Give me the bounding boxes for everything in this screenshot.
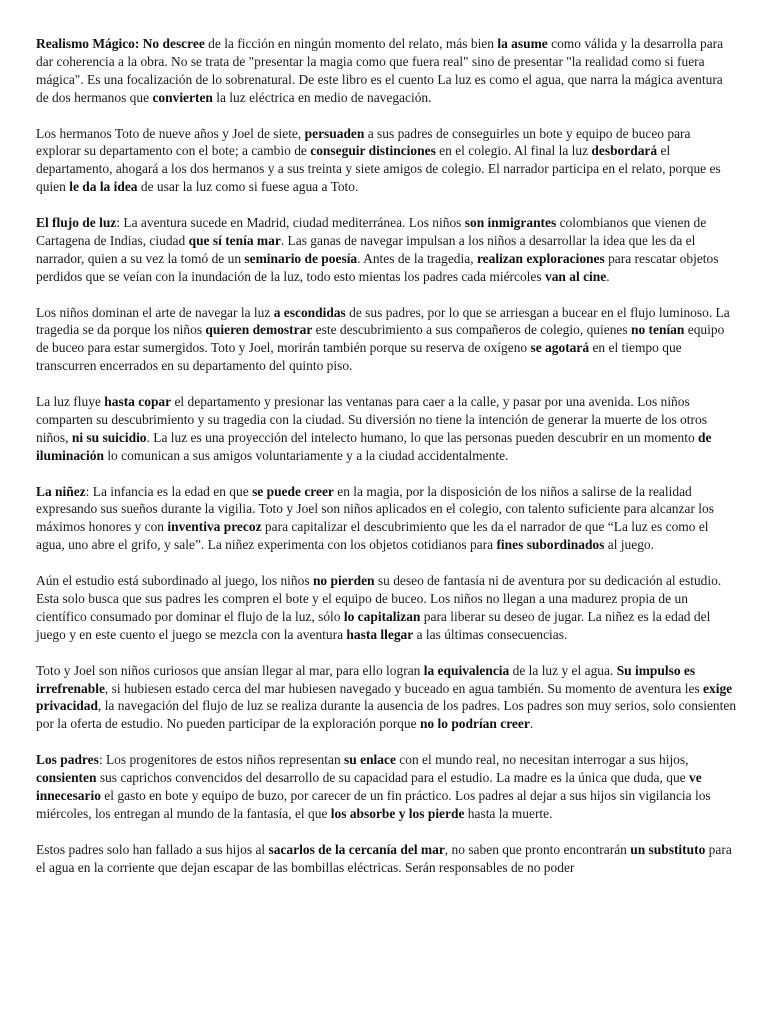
bold-phrase: a escondidas: [273, 304, 346, 320]
text-run: como válida y la desarrolla para dar coherencia a la obra. No se trata de "presentar la magia como que fuera real" sino de presentar "la realidad como si fuera mágica". Es una focalización de lo sobrenatural. De este libro es el cuento La luz es como el agua, que narra la mágica aventura de dos hermanos que: [36, 36, 724, 105]
text-run: sus caprichos convencidos del desarrollo de su capacidad para el estudio. La madre es la única que duda, que: [96, 770, 689, 786]
bold-phrase: un substituto: [630, 841, 706, 857]
bold-phrase: exige privacidad: [36, 680, 733, 714]
bold-phrase: su enlace: [344, 752, 396, 768]
text-run: .: [606, 268, 610, 284]
text-run: Estos padres solo han fallado a sus hijos al: [36, 841, 269, 857]
bold-phrase: desbordará: [591, 143, 658, 159]
text-run: al juego.: [604, 537, 655, 553]
text-run: hasta la muerte.: [464, 805, 553, 821]
bold-phrase: La niñez: [36, 483, 86, 499]
paragraph: [36, 304, 738, 376]
bold-phrase: ve innecesario: [36, 770, 702, 803]
bold-phrase: seminario de poesía: [244, 250, 358, 266]
text-run: : La aventura sucede en Madrid, ciudad mediterránea. Los niños: [116, 215, 465, 231]
text-run: .: [529, 716, 534, 732]
text-run: el departamento y presionar las ventanas para caer a la calle, y pasar por una avenida. Los niños comparten su descubrimiento y su tragedia con la ciudad. Su diversión no tiene la intención de generar la muerte de los otros niños,: [36, 394, 707, 445]
bold-phrase: convierten: [152, 89, 213, 105]
text-run: para capitalizar el descubrimiento que les da el narrador de que “La luz es como el agua, uno abre el grifo, y sale”. La niñez experimenta con los objetos cotidianos para: [36, 519, 709, 553]
text-run: , no saben que pronto encontrarán: [444, 841, 631, 857]
text-run: con el mundo real, no necesitan interrogar a sus hijos,: [395, 752, 689, 768]
text-run: para rescatar objetos perdidos que se veían con la inundación de la luz, todo esto mientas los padres cada miércoles: [36, 250, 719, 284]
text-run: . La luz es una proyección del intelecto humano, lo que las personas pueden descubrir en un momento: [146, 429, 699, 445]
bold-phrase: no lo podrían creer: [419, 716, 530, 732]
bold-phrase: de iluminación: [36, 429, 712, 463]
paragraph: [36, 483, 738, 555]
bold-phrase: El flujo de luz: [36, 215, 117, 231]
bold-phrase: Los padres: [36, 752, 99, 768]
text-run: el departamento, ahogará a los dos hermanos y a sus treinta y siete amigos de colegio. El narrador participa en el relato, porque es quien: [36, 143, 721, 195]
bold-phrase: consienten: [36, 770, 97, 786]
text-run: este descubrimiento a sus compañeros de colegio, quienes: [312, 322, 631, 338]
bold-phrase: la equivalencia: [423, 662, 510, 678]
paragraph: [36, 393, 738, 465]
text-run: en el colegio. Al final la luz: [435, 143, 592, 159]
bold-phrase: se agotará: [530, 340, 590, 356]
text-run: Aún el estudio está subordinado al juego, los niños: [36, 573, 313, 589]
paragraph: [36, 125, 738, 197]
bold-phrase: Su impulso es irrefrenable: [36, 662, 696, 696]
text-run: , si hubiesen estado cerca del mar hubiesen navegado y buceado en agua también. Su momento de aventura les: [104, 680, 704, 696]
bold-phrase: no pierden: [312, 573, 375, 589]
bold-phrase: se puede creer: [252, 483, 334, 499]
text-run: en la magia, por la disposición de los niños a salirse de la realidad expresando sus sueños durante la vigilia. Toto y Joel son niños aplicados en el colegio, con talento suficiente para alcanzar los máximos honores y con: [36, 483, 714, 535]
paragraph: [36, 751, 738, 823]
bold-phrase: Realismo Mágico: No descree: [36, 36, 205, 51]
bold-phrase: sacarlos de la cercanía del mar: [268, 841, 445, 857]
bold-phrase: la asume: [497, 36, 548, 51]
bold-phrase: quieren demostrar: [205, 322, 313, 338]
text-run: equipo de buceo para estar sumergidos. Toto y Joel, morirán también porque su reserva de oxígeno: [36, 322, 725, 356]
paragraph: [36, 35, 738, 107]
text-run: de sus padres, por lo que se arriesgan a bucear en el flujo luminoso. La tragedia se da porque los niños: [36, 304, 730, 338]
text-run: para el agua en la corriente que dejan escapar de las bombillas eléctricas. Serán responsables de no poder: [36, 841, 732, 875]
bold-phrase: conseguir distinciones: [310, 143, 436, 159]
text-run: . Las ganas de navegar impulsan a los niños a desarrollar la idea que les da el narrador, quien a su vez la tomó de un: [36, 232, 696, 266]
bold-phrase: le da la idea: [69, 179, 138, 195]
text-run: : Los progenitores de estos niños representan: [98, 752, 345, 768]
bold-phrase: van al cine: [544, 268, 607, 284]
text-run: su deseo de fantasía ni de aventura por su dedicación al estudio. Esta solo busca que sus padres les compren el bote y el equipo de buceo. Los niños no llegan a una madurez propia de un científico consumado por dominar el flujo de la luz, sólo: [36, 573, 722, 624]
text-run: La luz fluye: [36, 394, 105, 410]
bold-phrase: fines subordinados: [496, 537, 605, 553]
text-run: a sus padres de conseguirles un bote y equipo de buceo para explorar su departamento con el bote; a cambio de: [36, 125, 691, 159]
bold-phrase: hasta copar: [104, 394, 172, 410]
bold-phrase: lo capitalizan: [343, 608, 421, 624]
text-run: de la ficción en ningún momento del relato, más bien: [204, 36, 498, 51]
text-run: lo comunican a sus amigos voluntariamente y a la ciudad accidentalmente.: [103, 447, 509, 463]
bold-phrase: no tenían: [630, 322, 685, 338]
bold-phrase: los absorbe y los pierde: [330, 805, 465, 821]
text-run: . Antes de la tragedia,: [357, 250, 477, 266]
bold-phrase: hasta llegar: [346, 626, 414, 642]
paragraph: [36, 841, 738, 877]
text-run: a las últimas consecuencias.: [413, 626, 568, 642]
text-run: , la navegación del flujo de luz se realiza durante la ausencia de los padres. Los padres son muy serios, solo consienten por la oferta de estudio. No pueden participar de la exploración porque: [36, 698, 737, 732]
text-run: para liberar su deseo de jugar. La niñez es la edad del juego y en este cuento el juego se mezcla con la aventura: [36, 608, 711, 642]
paragraph: [36, 214, 738, 286]
text-run: de la luz y el agua.: [509, 662, 617, 678]
bold-phrase: son inmigrantes: [464, 215, 557, 231]
bold-phrase: realizan exploraciones: [476, 250, 605, 266]
text-run: el gasto en bote y equipo de buzo, por carecer de un fin práctico. Los padres al dejar a sus hijos sin vigilancia los miércoles, los entregan al mundo de la fantasía, el que: [36, 787, 711, 821]
bold-phrase: inventiva precoz: [167, 519, 262, 535]
text-run: Toto y Joel son niños curiosos que ansían llegar al mar, para ello logran: [36, 662, 424, 678]
text-run: en el tiempo que transcurren encerrados en su departamento del quinto piso.: [36, 340, 682, 374]
text-run: la luz eléctrica en medio de navegación.: [212, 89, 432, 105]
text-run: colombianos que vienen de Cartagena de Indias, ciudad: [36, 215, 707, 248]
text-run: de usar la luz como si fuese agua a Toto.: [137, 179, 359, 195]
text-run: : La infancia es la edad en que: [85, 483, 253, 499]
text-run: Los hermanos Toto de nueve años y Joel de siete,: [36, 125, 305, 141]
bold-phrase: persuaden: [304, 125, 365, 141]
text-run: Los niños dominan el arte de navegar la luz: [36, 304, 274, 320]
bold-phrase: ni su suicidio: [71, 429, 147, 445]
bold-phrase: que sí tenía mar: [188, 232, 281, 248]
paragraph: [36, 572, 738, 644]
paragraph: [36, 662, 738, 734]
